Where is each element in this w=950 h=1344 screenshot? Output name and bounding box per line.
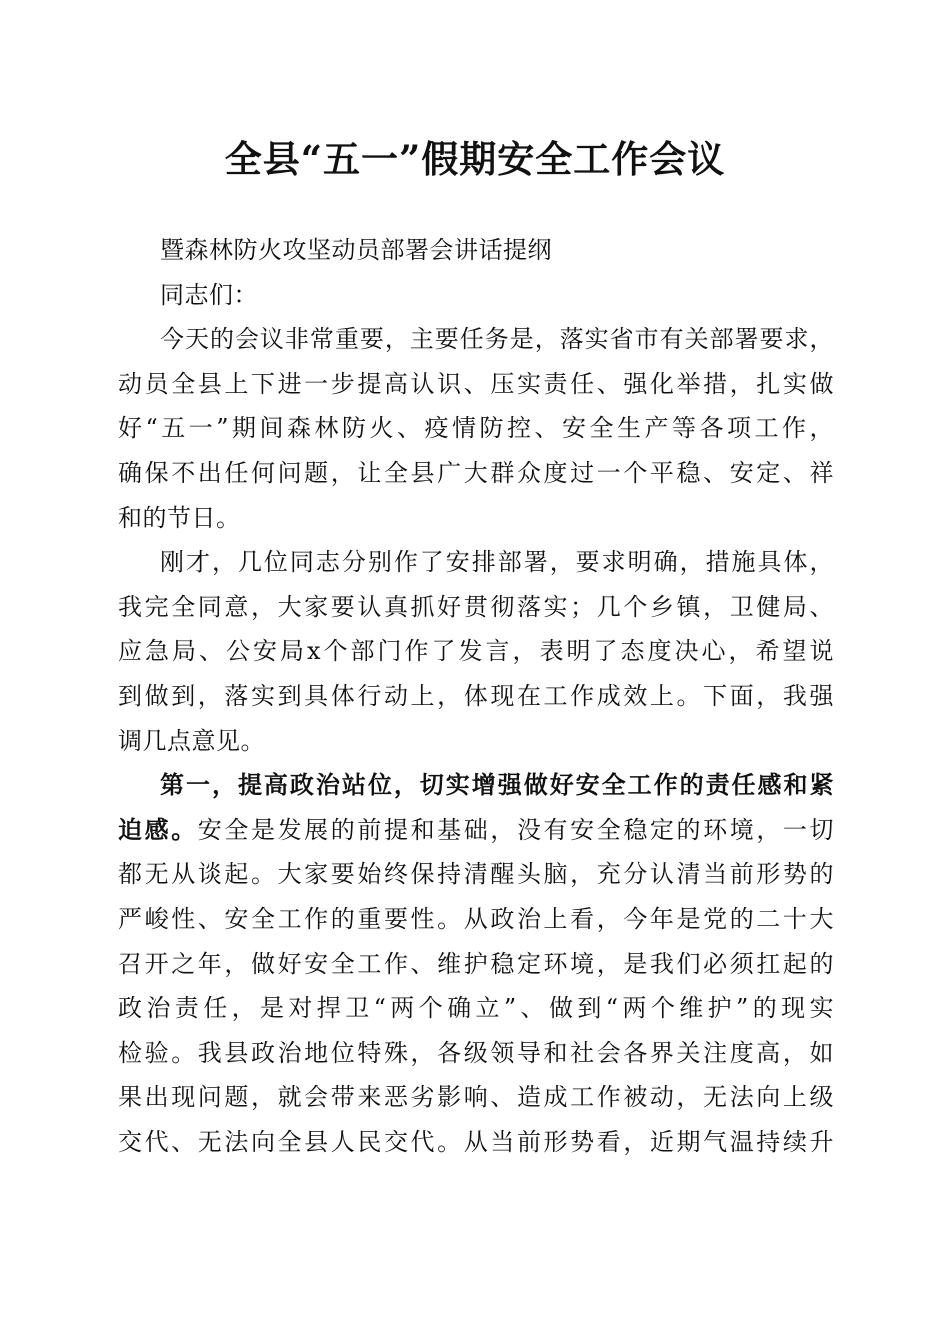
section-paragraph-line: 政治责任，是对捍卫“两个确立”、做到“两个维护”的现实	[118, 994, 834, 1023]
paragraph-line: 和的节日。	[118, 503, 241, 532]
paragraph-line: 调几点意见。	[118, 726, 265, 755]
paragraph-line: 暨森林防火攻坚动员部署会讲话提纲	[160, 236, 552, 264]
paragraph-line: 好“五一”期间森林防火、疫情防控、安全生产等各项工作，	[118, 414, 834, 443]
paragraph-line: 我完全同意，大家要认真抓好贯彻落实；几个乡镇，卫健局、	[118, 592, 834, 621]
section-paragraph	[118, 852, 834, 1164]
paragraph-line: 确保不出任何问题，让全县广大群众度过一个平稳、安定、祥	[118, 458, 834, 487]
section-paragraph-line: 交代、无法向全县人民交代。从当前形势看，近期气温持续升	[118, 1127, 834, 1156]
section-paragraph-line: 召开之年，做好安全工作、维护稳定环境，是我们必须扛起的	[118, 949, 834, 978]
document-title: 全县“五一”假期安全工作会议	[224, 137, 726, 181]
section-heading-tail: 迫感。	[118, 814, 198, 844]
paragraph-line: 应急局、公安局x个部门作了发言，表明了态度决心，希望说	[118, 637, 834, 666]
section-paragraph-line: 严峻性、安全工作的重要性。从政治上看，今年是党的二十大	[118, 904, 834, 933]
paragraph-line: 今天的会议非常重要，主要任务是，落实省市有关部署要求，	[160, 325, 834, 354]
section-paragraph-line: 果出现问题，就会带来恶劣影响、造成工作被动，无法向上级	[118, 1083, 834, 1112]
paragraph-line: 动员全县上下进一步提高认识、压实责任、强化举措，扎实做	[118, 369, 834, 398]
paragraph-line: 到做到，落实到具体行动上，体现在工作成效上。下面，我强	[118, 681, 834, 710]
section-paragraph-line	[118, 808, 834, 853]
section-text-start: 安全是发展的前提和基础，没有安全稳定的环境，一切	[197, 815, 835, 844]
document-body	[118, 228, 834, 1164]
section-heading-line: 第一，提高政治站位，切实增强做好安全工作的责任感和紧	[160, 770, 834, 800]
section-paragraph-line: 都无从谈起。大家要始终保持清醒头脑，充分认清当前形势的	[118, 860, 834, 889]
intro-paragraphs	[118, 228, 834, 763]
section-paragraph-line: 检验。我县政治地位特殊，各级领导和社会各界关注度高，如	[118, 1038, 834, 1067]
paragraph-line: 刚才，几位同志分别作了安排部署，要求明确，措施具体，	[160, 548, 834, 577]
paragraph-line: 同志们：	[160, 280, 258, 309]
